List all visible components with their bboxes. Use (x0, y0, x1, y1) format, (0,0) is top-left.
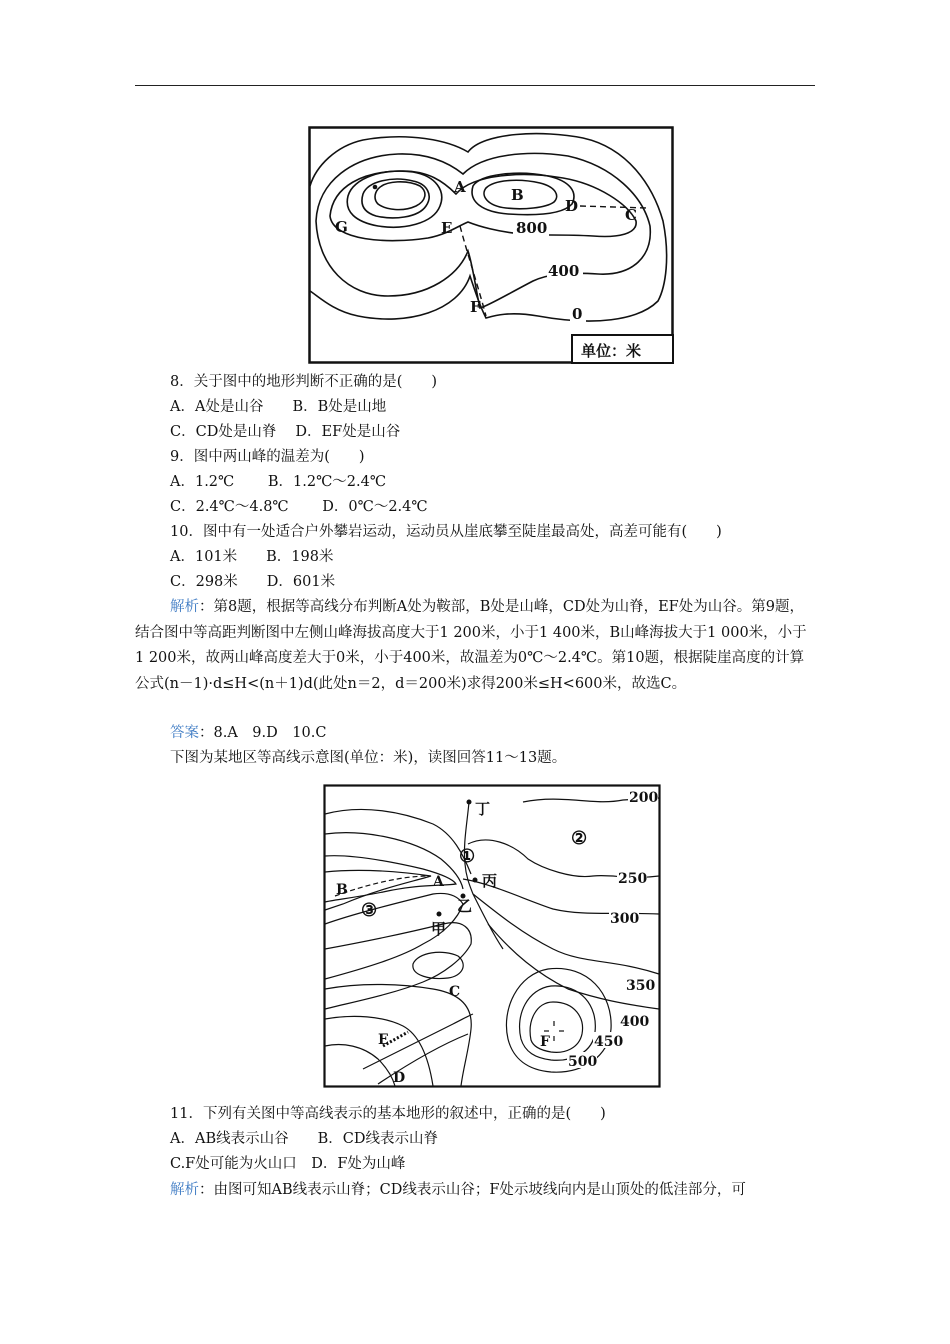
map2-contour-300: 300 (610, 911, 640, 927)
map2-contour-500: 500 (568, 1054, 598, 1070)
map2-label-jia: 甲 (431, 920, 447, 938)
q10-stem: 10．图中有一处适合户外攀岩运动，运动员从崖底攀至陡崖最高处，高差可能有( ) (170, 524, 722, 540)
map2-label-d: D (393, 1070, 406, 1086)
map1-label-b: B (511, 186, 524, 204)
map1-contour-0: 0 (572, 305, 583, 323)
header-rule (135, 85, 815, 86)
q10-options-cd: C．298米 D．601米 (170, 574, 336, 590)
map1-contour-800: 800 (516, 219, 548, 237)
q11-options-cd: C.F处可能为火山口 D．F处为山峰 (170, 1156, 406, 1172)
map2-contour-350: 350 (626, 978, 656, 994)
map2-label-yi: 乙 (457, 897, 473, 915)
map1-label-d: D (565, 197, 579, 215)
map1-contour-400: 400 (548, 262, 580, 280)
q10-options-ab: A．101米 B．198米 (170, 549, 334, 565)
map2-label-b: B (336, 882, 348, 898)
map2-label-bing: 丙 (482, 872, 498, 890)
answer-1 (170, 723, 326, 743)
map1-label-f: F (470, 298, 481, 316)
map2-label-circle-1: ① (459, 846, 476, 867)
map2-label-e: E (378, 1032, 389, 1048)
map2-label-circle-3: ③ (361, 900, 378, 921)
q11-stem: 11．下列有关图中等高线表示的基本地形的叙述中，正确的是( ) (170, 1106, 606, 1122)
map2-label-a: A (433, 874, 444, 890)
map1-label-a: A (454, 178, 466, 196)
map2-label-f: F (540, 1034, 550, 1050)
analysis-1-label: 解析 (170, 599, 199, 615)
map2-label-c: C (449, 984, 461, 1000)
answer-1-text: ：8.A 9.D 10.C (199, 725, 327, 741)
analysis-2-label: 解析 (170, 1182, 199, 1198)
intro-11-13: 下图为某地区等高线示意图(单位：米)，读图回答11～13题。 (170, 750, 567, 766)
map2-label-ding: 丁 (475, 800, 491, 818)
map1-label-g: G (335, 218, 348, 236)
map1-label-e: E (441, 219, 453, 237)
analysis-2 (170, 1180, 746, 1200)
map1-label-c: C (625, 206, 637, 224)
q11-options-ab: A．AB线表示山谷 B．CD线表示山脊 (170, 1131, 438, 1147)
q9-stem: 9．图中两山峰的温差为( ) (170, 449, 365, 465)
map2-contour-450: 450 (594, 1034, 624, 1050)
answer-1-label: 答案 (170, 725, 199, 741)
q8-options-ab: A．A处是山谷 B．B处是山地 (170, 399, 387, 415)
q9-options-ab: A．1.2℃ B．1.2℃～2.4℃ (170, 474, 387, 490)
analysis-1 (135, 595, 815, 697)
analysis-2-text: ：由图可知AB线表示山脊；CD线表示山谷；F处示坡线向内是山顶处的低洼部分，可 (199, 1182, 746, 1198)
q8-stem: 8．关于图中的地形判断不正确的是( ) (170, 374, 438, 390)
q8-options-cd: C．CD处是山脊 D．EF处是山谷 (170, 424, 401, 440)
q9-options-cd: C．2.4℃～4.8℃ D．0℃～2.4℃ (170, 499, 428, 515)
map2-contour-400: 400 (620, 1014, 650, 1030)
map2-contour-200: 200 (629, 790, 659, 806)
map1-unit: 单位：米 (581, 342, 642, 360)
analysis-1-text: ：第8题，根据等高线分布判断A处为鞍部，B处是山峰，CD处为山脊，EF处为山谷。第9题，结合图中等高距判断图中左侧山峰海拔高度大于1 200米，小于1 400米，B山峰海拔大于1 000米，小于1 200米，故两山峰高度差大于0米，小于400米，故温差为0℃～2.4℃。第10题，根据陡崖高度的计算公式(n－1)·d≤H<(n＋1)d(此处n＝2，d＝200米)求得200米≤H<600米，故选C。 (135, 599, 807, 692)
map2-label-circle-2: ② (571, 828, 588, 849)
contour-map-2 (323, 784, 661, 1088)
map2-contour-250: 250 (618, 871, 648, 887)
contour-map-1 (308, 126, 674, 364)
